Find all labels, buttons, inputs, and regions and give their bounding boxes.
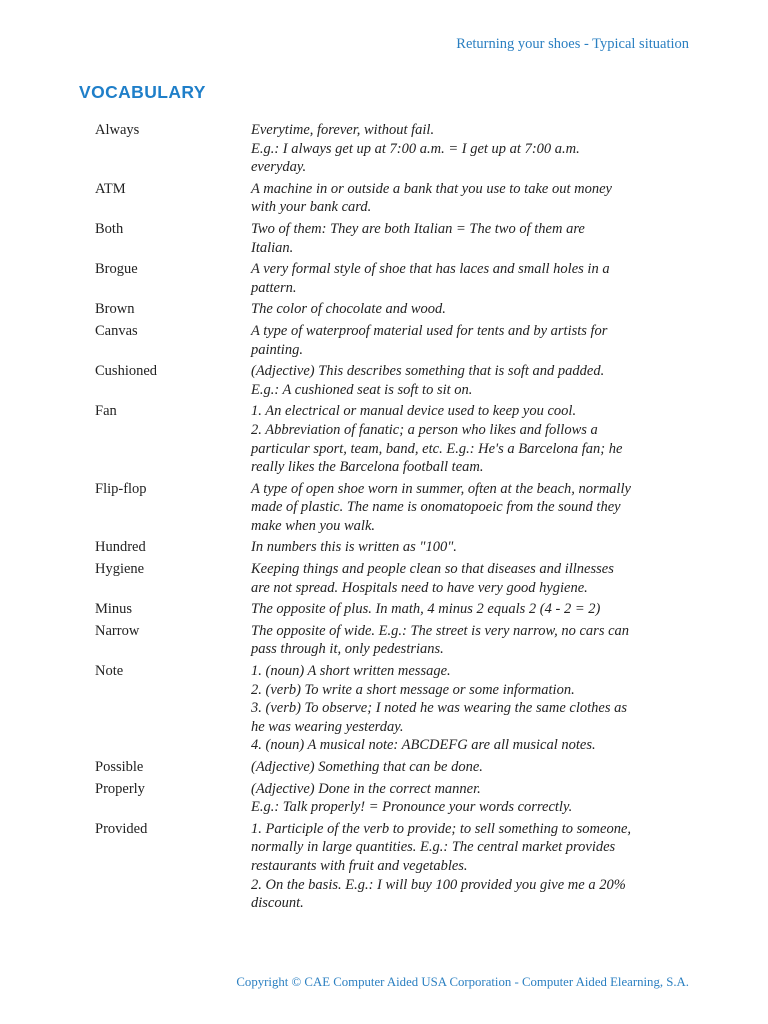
vocab-term: Brogue [95, 261, 138, 278]
definition-line: (Adjective) This describes something that is soft and padded. [251, 363, 605, 380]
definition-line: with your bank card. [251, 199, 372, 216]
vocab-entry [95, 560, 685, 597]
definition-line: discount. [251, 895, 304, 912]
vocab-definition [251, 662, 685, 755]
vocab-definition [251, 560, 685, 597]
definition-line: 3. (verb) To observe; I noted he was wearing the same clothes as [251, 700, 628, 717]
section-title: VOCABULARY [79, 82, 206, 102]
definition-line: 1. (noun) A short written message. [251, 663, 451, 680]
definition-line: pattern. [251, 279, 297, 296]
vocab-term: Flip-flop [95, 480, 147, 497]
definition-line: painting. [251, 341, 303, 358]
definition-line: pass through it, only pedestrians. [251, 641, 444, 658]
running-header: Returning your shoes - Typical situation [456, 36, 689, 52]
definition-line: E.g.: A cushioned seat is soft to sit on. [251, 381, 473, 398]
definition-line: he was wearing yesterday. [251, 718, 404, 735]
vocab-entry [95, 121, 685, 177]
vocab-term: ATM [95, 180, 126, 197]
vocab-definition [251, 480, 685, 536]
vocab-entry [95, 538, 685, 557]
definition-line: A type of open shoe worn in summer, often at the beach, normally [251, 480, 631, 497]
vocab-definition [251, 180, 685, 217]
vocab-term: Properly [95, 780, 145, 797]
vocab-term: Possible [95, 759, 144, 775]
vocab-entry [95, 402, 685, 476]
definition-line: particular sport, team, band, etc. E.g.: He's a Barcelona fan; he [251, 440, 623, 457]
definition-line: Everytime, forever, without fail. [251, 122, 435, 138]
definition-line: (Adjective) Done in the correct manner. [251, 780, 481, 797]
definition-line: The opposite of plus. In math, 4 minus 2 equals 2 (4 - 2 = 2) [251, 601, 601, 618]
vocab-term: Both [95, 220, 124, 237]
vocab-term: Hundred [95, 539, 146, 556]
definition-line: restaurants with fruit and vegetables. [251, 857, 468, 874]
definition-line: (Adjective) Something that can be done. [251, 759, 483, 775]
vocab-definition [251, 758, 685, 777]
vocab-entry [95, 780, 685, 817]
definition-line: Two of them: They are both Italian = The two of them are [251, 220, 585, 237]
vocab-definition [251, 402, 685, 476]
vocab-definition [251, 322, 685, 359]
definition-line: The color of chocolate and wood. [251, 301, 446, 318]
definition-line: A very formal style of shoe that has laces and small holes in a [251, 261, 610, 278]
definition-line: Italian. [251, 239, 294, 256]
vocab-term: Provided [95, 820, 148, 837]
copyright-footer: Copyright © CAE Computer Aided USA Corporation - Computer Aided Elearning, S.A. [236, 975, 689, 989]
definition-line: A type of waterproof material used for tents and by artists for [251, 322, 608, 339]
vocab-term: Brown [95, 301, 135, 318]
vocab-entry [95, 820, 685, 913]
vocab-entry [95, 622, 685, 659]
vocab-term: Note [95, 663, 124, 680]
vocab-term: Canvas [95, 322, 138, 339]
vocab-definition [251, 780, 685, 817]
vocab-definition [251, 820, 685, 913]
definition-line: really likes the Barcelona football team. [251, 459, 484, 476]
definition-line: 1. An electrical or manual device used to keep you cool. [251, 403, 577, 420]
vocab-entry [95, 180, 685, 217]
definition-line: 2. On the basis. E.g.: I will buy 100 provided you give me a 20% [251, 876, 626, 893]
vocab-term: Fan [95, 403, 117, 420]
vocab-entry [95, 260, 685, 297]
vocab-term: Narrow [95, 622, 140, 639]
definition-line: In numbers this is written as "100". [251, 539, 457, 556]
definition-line: A machine in or outside a bank that you use to take out money [251, 180, 612, 197]
vocab-entry [95, 300, 685, 319]
vocab-definition [251, 121, 685, 177]
vocab-entry [95, 322, 685, 359]
vocab-entry [95, 480, 685, 536]
vocab-definition [251, 600, 685, 619]
vocab-term: Always [95, 122, 140, 138]
definition-line: 4. (noun) A musical note: ABCDEFG are all musical notes. [251, 737, 596, 754]
definition-line: 2. Abbreviation of fanatic; a person who likes and follows a [251, 421, 598, 438]
vocab-term: Hygiene [95, 561, 145, 578]
vocab-definition [251, 538, 685, 557]
vocab-entry [95, 220, 685, 257]
definition-line: normally in large quantities. E.g.: The central market provides [251, 839, 616, 856]
definition-line: 2. (verb) To write a short message or some information. [251, 681, 575, 698]
definition-line: are not spread. Hospitals need to have very good hygiene. [251, 579, 588, 596]
vocab-term: Cushioned [95, 363, 158, 380]
vocabulary-list [95, 121, 685, 913]
definition-line: made of plastic. The name is onomatopoeic from the sound they [251, 499, 621, 516]
definition-line: 1. Participle of the verb to provide; to sell something to someone, [251, 820, 632, 837]
vocab-definition [251, 622, 685, 659]
definition-line: E.g.: I always get up at 7:00 a.m. = I get up at 7:00 a.m. [251, 140, 580, 157]
vocab-entry [95, 662, 685, 755]
definition-line: everyday. [251, 159, 307, 176]
vocab-term: Minus [95, 601, 133, 618]
definition-line: Keeping things and people clean so that diseases and illnesses [251, 561, 614, 578]
vocab-entry [95, 758, 685, 777]
definition-line: E.g.: Talk properly! = Pronounce your words correctly. [251, 799, 573, 816]
vocab-entry [95, 362, 685, 399]
vocab-definition [251, 220, 685, 257]
definition-line: make when you walk. [251, 517, 376, 534]
vocab-definition [251, 300, 685, 319]
vocab-entry [95, 600, 685, 619]
definition-line: The opposite of wide. E.g.: The street is very narrow, no cars can [251, 622, 630, 639]
vocab-definition [251, 362, 685, 399]
vocab-definition [251, 260, 685, 297]
